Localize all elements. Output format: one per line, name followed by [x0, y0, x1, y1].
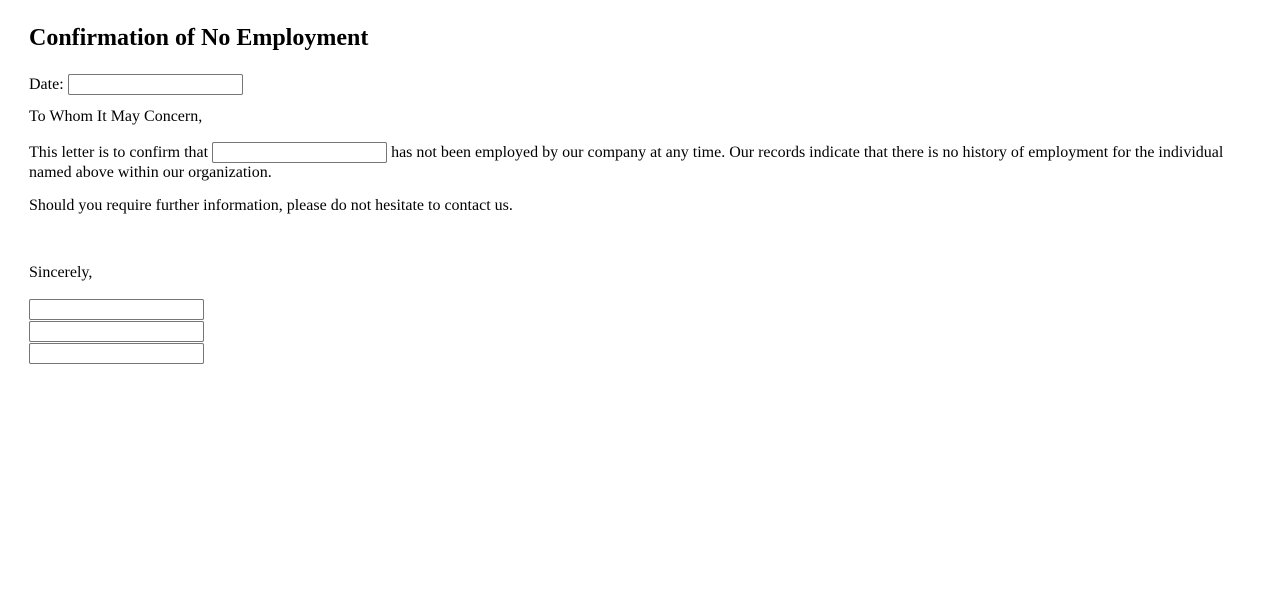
- date-input[interactable]: [68, 74, 243, 95]
- signature-input-2[interactable]: [29, 321, 204, 342]
- page-title: Confirmation of No Employment: [29, 25, 369, 51]
- closing-line: Should you require further information, please do not hesitate to contact us.: [29, 197, 513, 214]
- signature-input-3[interactable]: [29, 343, 204, 364]
- signature-block: [29, 299, 1248, 365]
- body-text-after: has not been employed by our company at any time. Our records indicate that there is no history of employment for the individual named above within our organization.: [29, 144, 1224, 181]
- salutation: To Whom It May Concern,: [29, 108, 203, 125]
- date-line: [29, 74, 1248, 95]
- signature-input-1[interactable]: [29, 299, 204, 320]
- body-paragraph: [29, 142, 1248, 183]
- employee-name-input[interactable]: [212, 142, 387, 163]
- signoff: Sincerely,: [29, 264, 93, 281]
- date-label: Date:: [29, 76, 64, 93]
- body-text-before: This letter is to confirm that: [29, 144, 209, 161]
